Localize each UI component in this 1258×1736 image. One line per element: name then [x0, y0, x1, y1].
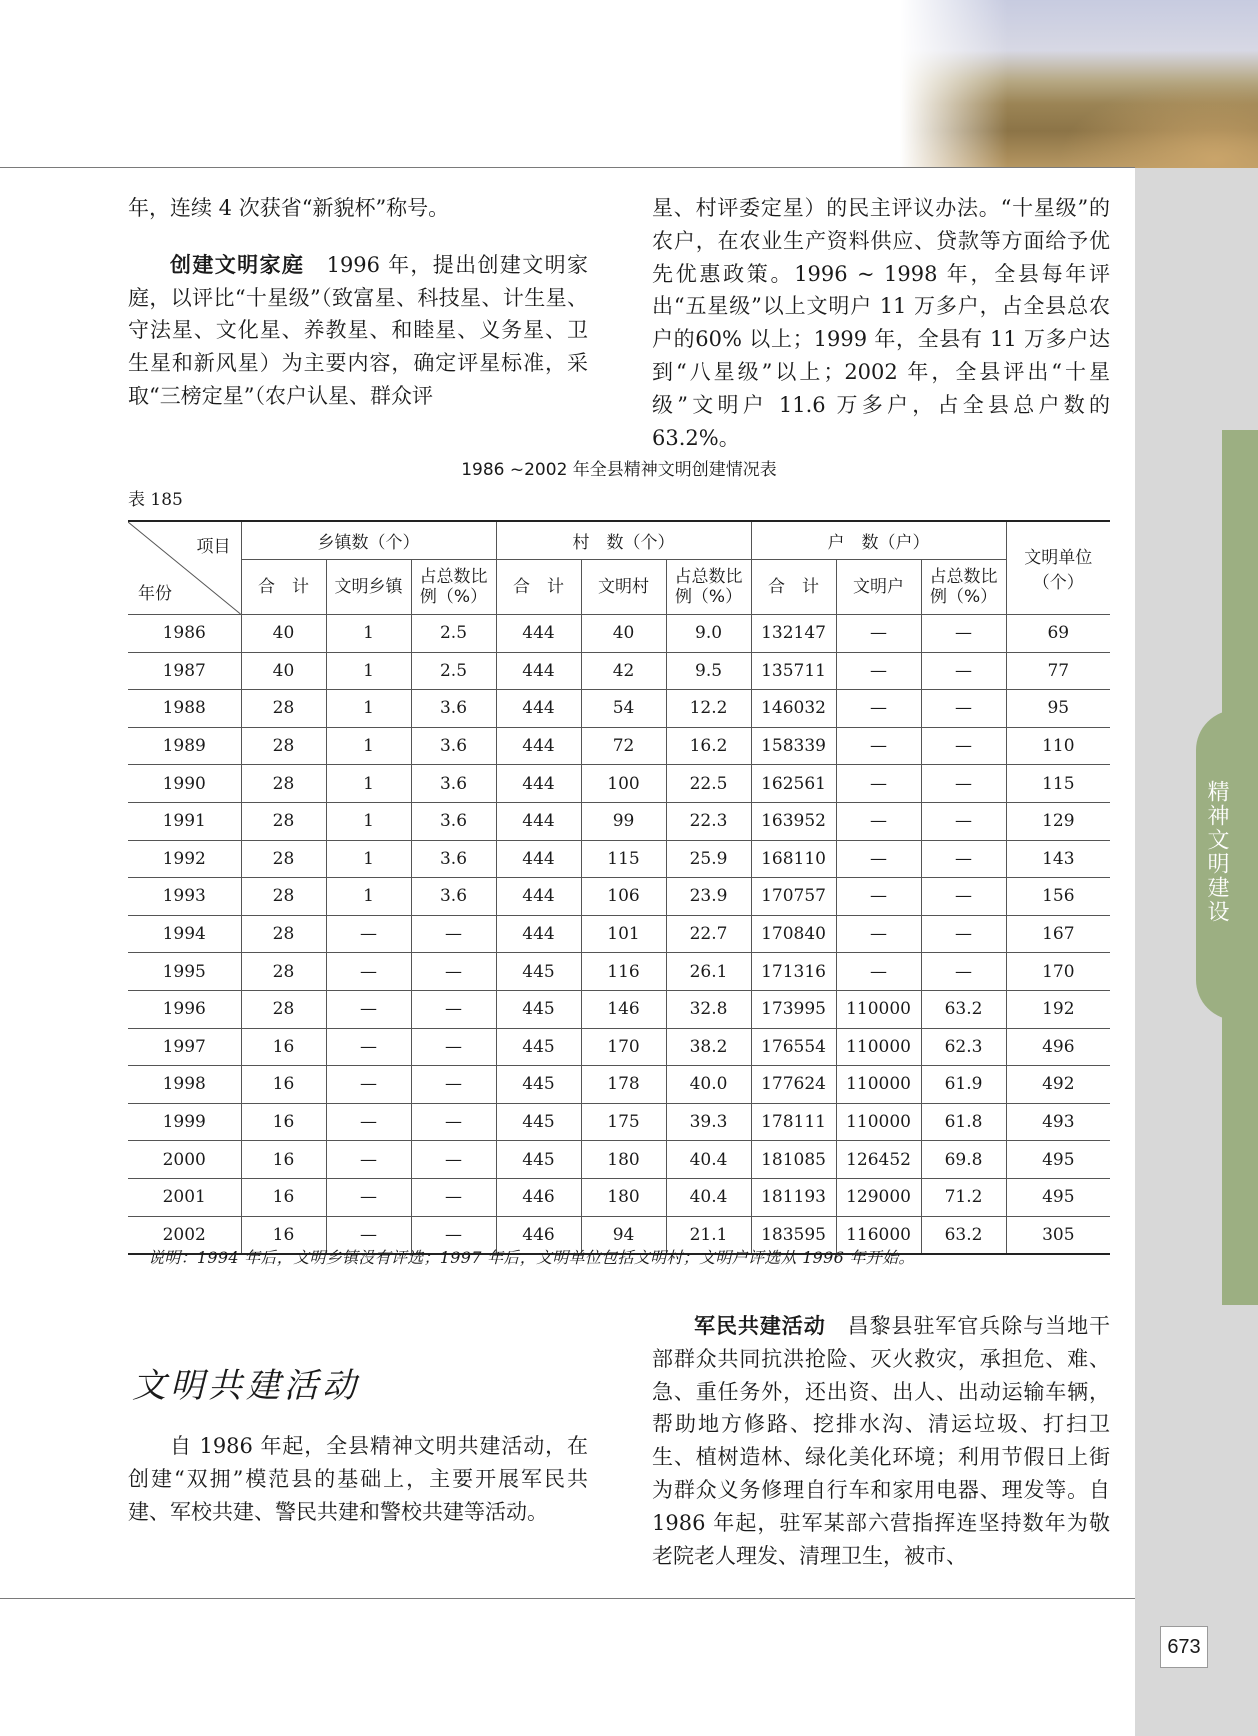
year-cell: 1998: [128, 1066, 241, 1104]
table-cell: 192: [1006, 990, 1110, 1028]
table-cell: —: [921, 840, 1006, 878]
table-cell: 100: [581, 765, 666, 803]
table-cell: 177624: [751, 1066, 836, 1104]
subheader: 占总数比例（%）: [921, 560, 1006, 615]
table-cell: 496: [1006, 1028, 1110, 1066]
subheader: 合 计: [496, 560, 581, 615]
table-cell: 110: [1006, 727, 1110, 765]
table-cell: 9.0: [666, 615, 751, 653]
table-cell: 444: [496, 915, 581, 953]
table-cell: —: [326, 915, 411, 953]
subheader: 合 计: [751, 560, 836, 615]
table-cell: —: [411, 1103, 496, 1141]
table-cell: 110000: [836, 990, 921, 1028]
table-cell: 1: [326, 690, 411, 728]
table-cell: —: [836, 615, 921, 653]
table-cell: —: [836, 840, 921, 878]
table-row: [128, 652, 1110, 690]
subheader: 占总数比例（%）: [666, 560, 751, 615]
table-cell: 16: [241, 1066, 326, 1104]
table-cell: 444: [496, 615, 581, 653]
page-number: 673: [1160, 1626, 1208, 1668]
table-cell: 3.6: [411, 690, 496, 728]
corner-label-item: 项目: [196, 537, 231, 557]
table-row: [128, 1141, 1110, 1179]
table-row: [128, 802, 1110, 840]
table-cell: 445: [496, 953, 581, 991]
table-cell: 445: [496, 1028, 581, 1066]
table-cell: 16: [241, 1028, 326, 1066]
text-military-civilian: 昌黎县驻军官兵除与当地干部群众共同抗洪抢险、灭火救灾，承担危、难、急、重任务外，还出资、出人、出动运输车辆，帮助地方修路、挖排水沟、清运垃圾、打扫卫生、植树造林、绿化美化环境；利用节假日上街为群众义务修理自行车和家用电器、理发等。自 1986 年起，驻军某部六营指挥连坚持数年为敬老院老人理发、清理卫生，被市、: [652, 1314, 1111, 1568]
table-cell: 116: [581, 953, 666, 991]
year-cell: 2000: [128, 1141, 241, 1179]
year-cell: 1999: [128, 1103, 241, 1141]
table-cell: 178111: [751, 1103, 836, 1141]
table-cell: 1: [326, 727, 411, 765]
table-cell: 444: [496, 690, 581, 728]
table-cell: 32.8: [666, 990, 751, 1028]
table-cell: —: [836, 802, 921, 840]
table-row: [128, 727, 1110, 765]
table-cell: 28: [241, 690, 326, 728]
year-cell: 1992: [128, 840, 241, 878]
table-cell: 95: [1006, 690, 1110, 728]
table-cell: 38.2: [666, 1028, 751, 1066]
table-cell: 171316: [751, 953, 836, 991]
year-cell: 1994: [128, 915, 241, 953]
table-cell: 444: [496, 765, 581, 803]
table-row: [128, 1028, 1110, 1066]
table-cell: 40: [241, 615, 326, 653]
table-cell: 28: [241, 990, 326, 1028]
table-cell: —: [411, 953, 496, 991]
table-cell: 3.6: [411, 840, 496, 878]
year-cell: 1986: [128, 615, 241, 653]
table-cell: 126452: [836, 1141, 921, 1179]
table-cell: 444: [496, 878, 581, 916]
table-cell: 94: [581, 1216, 666, 1254]
table-cell: —: [921, 727, 1006, 765]
table-cell: 16: [241, 1216, 326, 1254]
table-cell: 175: [581, 1103, 666, 1141]
table-row: [128, 840, 1110, 878]
year-cell: 1995: [128, 953, 241, 991]
table-cell: —: [411, 915, 496, 953]
table-cell: 170840: [751, 915, 836, 953]
table-row: [128, 765, 1110, 803]
table-cell: 181193: [751, 1178, 836, 1216]
table-cell: 170757: [751, 878, 836, 916]
table-cell: 61.9: [921, 1066, 1006, 1104]
table-cell: —: [411, 1216, 496, 1254]
paragraph-continuation: 年，连续 4 次获省“新貌杯”称号。: [128, 196, 450, 220]
table-cell: 72: [581, 727, 666, 765]
table-cell: 22.7: [666, 915, 751, 953]
paragraph-civilized-family: [128, 249, 588, 413]
table-cell: 28: [241, 765, 326, 803]
table-row: [128, 915, 1110, 953]
table-cell: 445: [496, 990, 581, 1028]
table-cell: 1: [326, 802, 411, 840]
subheader: 文明村: [581, 560, 666, 615]
table-cell: 28: [241, 840, 326, 878]
year-cell: 1989: [128, 727, 241, 765]
table-cell: 110000: [836, 1103, 921, 1141]
table-cell: 63.2: [921, 1216, 1006, 1254]
table-cell: 178: [581, 1066, 666, 1104]
table-cell: 445: [496, 1066, 581, 1104]
table-cell: —: [326, 1066, 411, 1104]
text-civilized-family: 1996 年，提出创建文明家庭，以评比“十星级”（致富星、科技星、计生星、守法星、文化星、养教星、和睦星、义务星、卫生星和新风星）为主要内容，确定评星标准，采取“三榜定星”（农户认星、群众评: [128, 252, 589, 408]
table-cell: 167: [1006, 915, 1110, 953]
year-cell: 1996: [128, 990, 241, 1028]
table-cell: 492: [1006, 1066, 1110, 1104]
table-cell: 16: [241, 1103, 326, 1141]
table-row: [128, 953, 1110, 991]
table-cell: 445: [496, 1103, 581, 1141]
chapter-tab-label: 精神文明建设: [1204, 780, 1229, 924]
table-cell: 62.3: [921, 1028, 1006, 1066]
table-cell: 39.3: [666, 1103, 751, 1141]
table-cell: 99: [581, 802, 666, 840]
table-cell: —: [921, 915, 1006, 953]
lead-military-civilian: 军民共建活动: [694, 1314, 826, 1338]
table-cell: —: [921, 878, 1006, 916]
table-cell: 444: [496, 727, 581, 765]
table-cell: —: [836, 727, 921, 765]
group-header-households: 户 数（户）: [751, 521, 1006, 560]
table-cell: 129000: [836, 1178, 921, 1216]
table-number: 表 185: [128, 490, 183, 510]
right-column-bottom: [652, 1310, 1110, 1572]
table-cell: —: [921, 652, 1006, 690]
table-cell: 493: [1006, 1103, 1110, 1141]
table-cell: 135711: [751, 652, 836, 690]
table-cell: —: [411, 1141, 496, 1179]
table-cell: 180: [581, 1178, 666, 1216]
table-cell: 116000: [836, 1216, 921, 1254]
subheader: 合 计: [241, 560, 326, 615]
header-landscape-photo: [900, 0, 1258, 168]
table-cell: 23.9: [666, 878, 751, 916]
table-cell: 3.6: [411, 727, 496, 765]
table-cell: —: [326, 1103, 411, 1141]
table-cell: 158339: [751, 727, 836, 765]
table-cell: 28: [241, 878, 326, 916]
group-header-towns: 乡镇数（个）: [241, 521, 496, 560]
table-row: [128, 1103, 1110, 1141]
table-cell: 16: [241, 1178, 326, 1216]
table-cell: 446: [496, 1216, 581, 1254]
corner-label-year: 年份: [138, 584, 172, 604]
table-cell: 26.1: [666, 953, 751, 991]
footer-rule: [0, 1598, 1135, 1599]
table-cell: 446: [496, 1178, 581, 1216]
table-cell: 40.4: [666, 1141, 751, 1179]
table-cell: 156: [1006, 878, 1110, 916]
year-cell: 1987: [128, 652, 241, 690]
table-cell: 9.5: [666, 652, 751, 690]
table-cell: 162561: [751, 765, 836, 803]
table-cell: 495: [1006, 1178, 1110, 1216]
table-cell: 1: [326, 652, 411, 690]
table-note: 说明：1994 年后，文明乡镇没有评选；1997 年后，文明单位包括文明村；文明户评选从 1996 年开始。: [148, 1248, 915, 1267]
table-cell: 2.5: [411, 615, 496, 653]
table-cell: 40: [241, 652, 326, 690]
table-cell: —: [921, 615, 1006, 653]
table-cell: 3.6: [411, 802, 496, 840]
table-cell: 3.6: [411, 765, 496, 803]
paragraph-star-rating: 星、村评委定星）的民主评议办法。“十星级”的农户，在农业生产资料供应、贷款等方面给予优先优惠政策。1996 ~ 1998 年，全县每年评出“五星级”以上文明户 11 万多户，占全县总农户的60% 以上；1999 年，全县有 11 万多户达到“八星级”以上；2002 年，全县评出“十星级”文明户 11.6 万多户，占全县总户数的 63.2%。: [652, 196, 1110, 450]
table-cell: 129: [1006, 802, 1110, 840]
table-title: 1986 ~2002 年全县精神文明创建情况表: [461, 460, 777, 480]
year-cell: 1997: [128, 1028, 241, 1066]
year-cell: 1991: [128, 802, 241, 840]
table-cell: —: [411, 990, 496, 1028]
table-cell: 101: [581, 915, 666, 953]
table-cell: 21.1: [666, 1216, 751, 1254]
table-cell: 54: [581, 690, 666, 728]
table-cell: —: [326, 1216, 411, 1254]
table-row: [128, 990, 1110, 1028]
table-cell: 40.4: [666, 1178, 751, 1216]
year-cell: 2002: [128, 1216, 241, 1254]
header-rule: [0, 167, 1135, 168]
year-cell: 1988: [128, 690, 241, 728]
subheader: 占总数比例（%）: [411, 560, 496, 615]
table-cell: —: [326, 1141, 411, 1179]
table-cell: 1: [326, 765, 411, 803]
table-row: [128, 615, 1110, 653]
table-cell: 40: [581, 615, 666, 653]
table-cell: 40.0: [666, 1066, 751, 1104]
group-header-units: 文明单位（个）: [1006, 521, 1110, 615]
table-row: [128, 878, 1110, 916]
left-column-bottom: [128, 1430, 588, 1528]
table-cell: 77: [1006, 652, 1110, 690]
table-cell: 28: [241, 953, 326, 991]
table-cell: 3.6: [411, 878, 496, 916]
table-cell: —: [411, 1028, 496, 1066]
table-cell: 61.8: [921, 1103, 1006, 1141]
table-cell: 22.5: [666, 765, 751, 803]
year-cell: 1990: [128, 765, 241, 803]
table-cell: 305: [1006, 1216, 1110, 1254]
table-cell: —: [836, 953, 921, 991]
table-cell: —: [326, 1028, 411, 1066]
subheader: 文明户: [836, 560, 921, 615]
table-cell: —: [836, 690, 921, 728]
year-cell: 1993: [128, 878, 241, 916]
table-cell: 444: [496, 652, 581, 690]
table-cell: 110000: [836, 1028, 921, 1066]
paragraph-military-civilian: [652, 1310, 1110, 1572]
table-cell: 71.2: [921, 1178, 1006, 1216]
table-cell: 28: [241, 727, 326, 765]
table-cell: 163952: [751, 802, 836, 840]
table-row: [128, 1066, 1110, 1104]
table-cell: —: [921, 765, 1006, 803]
table-cell: 69: [1006, 615, 1110, 653]
table-cell: —: [326, 953, 411, 991]
table-cell: 115: [581, 840, 666, 878]
table-cell: 25.9: [666, 840, 751, 878]
year-cell: 2001: [128, 1178, 241, 1216]
table-cell: 1: [326, 615, 411, 653]
table-cell: 110000: [836, 1066, 921, 1104]
table-cell: 170: [581, 1028, 666, 1066]
section-title: 文明共建活动: [132, 1366, 360, 1406]
table-cell: —: [836, 765, 921, 803]
table-cell: 1: [326, 878, 411, 916]
group-header-villages: 村 数（个）: [496, 521, 751, 560]
lead-civilized-family: 创建文明家庭: [170, 252, 305, 277]
corner-header: [128, 521, 241, 615]
paragraph-joint-building: 自 1986 年起，全县精神文明共建活动，在创建“双拥”模范县的基础上，主要开展军民共建、军校共建、警民共建和警校共建等活动。: [128, 1434, 588, 1524]
table-cell: 143: [1006, 840, 1110, 878]
table-cell: 28: [241, 915, 326, 953]
table-cell: 444: [496, 802, 581, 840]
table-cell: 22.3: [666, 802, 751, 840]
table-cell: 28: [241, 802, 326, 840]
table-cell: 445: [496, 1141, 581, 1179]
table-cell: 115: [1006, 765, 1110, 803]
left-column-top: [128, 192, 588, 413]
table-cell: —: [921, 953, 1006, 991]
table-cell: 495: [1006, 1141, 1110, 1179]
table-row: [128, 690, 1110, 728]
table-cell: 146032: [751, 690, 836, 728]
table-cell: 170: [1006, 953, 1110, 991]
table-cell: 180: [581, 1141, 666, 1179]
table-cell: 63.2: [921, 990, 1006, 1028]
table-cell: 42: [581, 652, 666, 690]
table-cell: 12.2: [666, 690, 751, 728]
table-body: [128, 615, 1110, 1255]
table-cell: 16: [241, 1141, 326, 1179]
table-cell: —: [921, 690, 1006, 728]
table-cell: —: [411, 1066, 496, 1104]
table-cell: —: [836, 878, 921, 916]
table-cell: 173995: [751, 990, 836, 1028]
table-cell: —: [921, 802, 1006, 840]
table-cell: 2.5: [411, 652, 496, 690]
table-cell: 106: [581, 878, 666, 916]
table-cell: 181085: [751, 1141, 836, 1179]
table-cell: 132147: [751, 615, 836, 653]
subheader: 文明乡镇: [326, 560, 411, 615]
table-cell: —: [411, 1178, 496, 1216]
table-cell: —: [836, 915, 921, 953]
table-row: [128, 1178, 1110, 1216]
table-cell: 168110: [751, 840, 836, 878]
right-column-top: [652, 192, 1110, 454]
table-cell: 444: [496, 840, 581, 878]
table-cell: —: [326, 1178, 411, 1216]
table-cell: 16.2: [666, 727, 751, 765]
table-cell: —: [326, 990, 411, 1028]
table-cell: —: [836, 652, 921, 690]
table-cell: 69.8: [921, 1141, 1006, 1179]
civilization-table: [128, 520, 1110, 1255]
table-cell: 183595: [751, 1216, 836, 1254]
table-cell: 146: [581, 990, 666, 1028]
table-cell: 1: [326, 840, 411, 878]
table-cell: 176554: [751, 1028, 836, 1066]
